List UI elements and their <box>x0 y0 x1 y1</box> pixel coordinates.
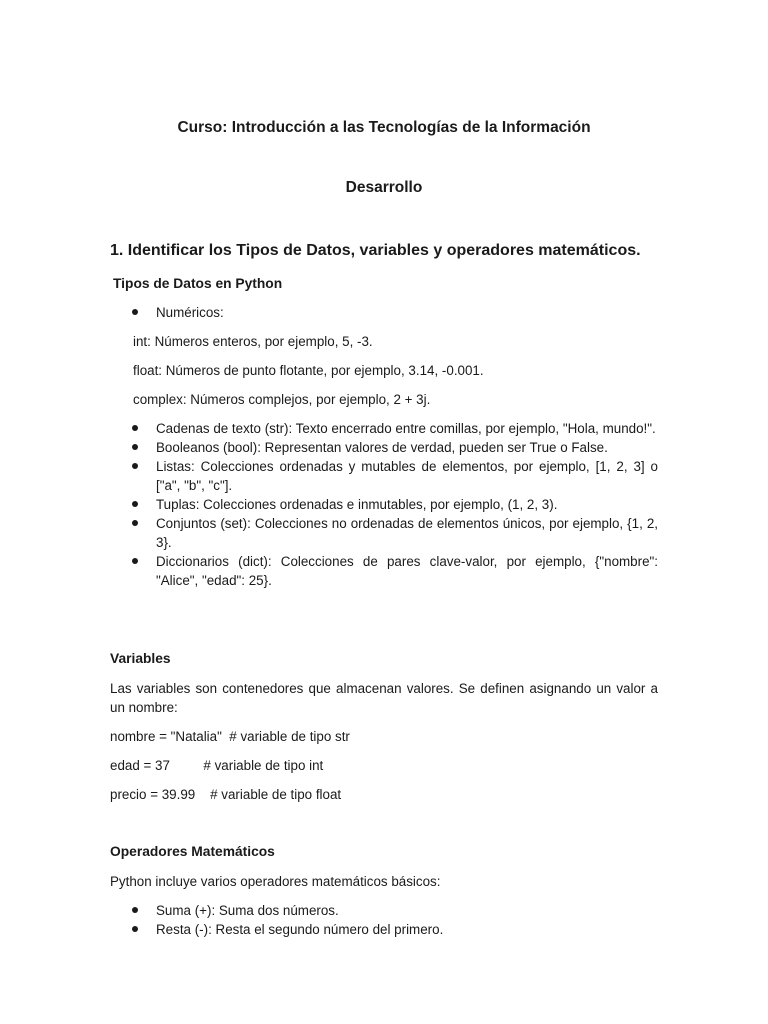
list-item: Numéricos: <box>110 303 658 322</box>
bullet-icon <box>132 425 138 431</box>
variable-example: precio = 39.99 # variable de tipo float <box>110 787 342 802</box>
list-item: Diccionarios (dict): Colecciones de pares clave-valor, por ejemplo, {"nombre": "Alice", "edad": 25}. <box>110 552 658 590</box>
numeric-float-line: float: Números de punto flotante, por ejemplo, 3.14, -0.001. <box>133 363 484 378</box>
variables-heading: Variables <box>110 651 171 666</box>
operators-heading: Operadores Matemáticos <box>110 844 275 859</box>
numeric-list <box>110 303 658 322</box>
list-item: Suma (+): Suma dos números. <box>110 901 658 920</box>
list-item: Booleanos (bool): Representan valores de verdad, pueden ser True o False. <box>110 438 658 457</box>
bullet-icon <box>132 501 138 507</box>
operators-intro: Python incluye varios operadores matemáticos básicos: <box>110 874 441 889</box>
numeric-int-line: int: Números enteros, por ejemplo, 5, -3. <box>133 334 373 349</box>
data-types-heading: Tipos de Datos en Python <box>113 276 283 291</box>
list-item: Listas: Colecciones ordenadas y mutables de elementos, por ejemplo, [1, 2, 3] o ["a", "b", "c"]. <box>110 457 658 495</box>
bullet-icon <box>132 463 138 469</box>
list-item: Resta (-): Resta el segundo número del primero. <box>110 920 658 939</box>
operators-list <box>110 901 658 939</box>
data-types-list <box>110 419 658 590</box>
bullet-icon <box>132 444 138 450</box>
bullet-icon <box>132 309 138 315</box>
section-subtitle: Desarrollo <box>345 179 423 196</box>
variable-example: edad = 37 # variable de tipo int <box>110 758 324 773</box>
list-item: Conjuntos (set): Colecciones no ordenadas de elementos únicos, por ejemplo, {1, 2, 3}. <box>110 514 658 552</box>
variable-example: nombre = "Natalia" # variable de tipo str <box>110 729 350 744</box>
section-1-heading: 1. Identificar los Tipos de Datos, variables y operadores matemáticos. <box>110 242 641 259</box>
list-item: Tuplas: Colecciones ordenadas e inmutables, por ejemplo, (1, 2, 3). <box>110 495 658 514</box>
numeric-complex-line: complex: Números complejos, por ejemplo, 2 + 3j. <box>133 392 431 407</box>
bullet-icon <box>132 926 138 932</box>
bullet-icon <box>132 520 138 526</box>
bullet-icon <box>132 558 138 564</box>
variables-intro: Las variables son contenedores que almacenan valores. Se definen asignando un valor a un nombre: <box>110 681 658 715</box>
bullet-icon <box>132 907 138 913</box>
course-title: Curso: Introducción a las Tecnologías de la Información <box>177 119 591 136</box>
list-item: Cadenas de texto (str): Texto encerrado entre comillas, por ejemplo, "Hola, mundo!". <box>110 419 658 438</box>
